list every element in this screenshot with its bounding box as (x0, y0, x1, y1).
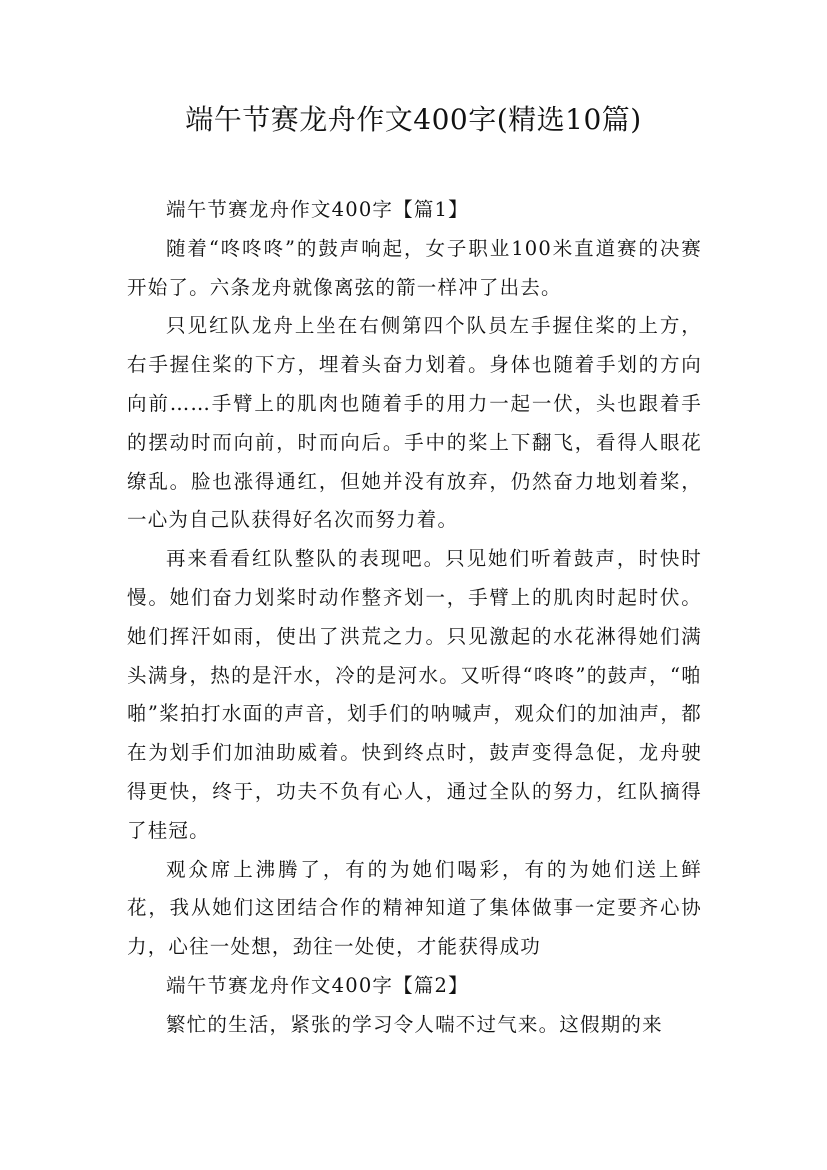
paragraph: 再来看看红队整队的表现吧。只见她们听着鼓声，时快时慢。她们奋力划桨时动作整齐划一，手臂上的肌肉时起时伏。她们挥汗如雨，使出了洪荒之力。只见激起的水花淋得她们满头满身，热的是汗水，冷的是河水。又听得“咚咚”的鼓声，“啪啪”桨拍打水面的声音，划手们的呐喊声，观众们的加油声，都在为划手们加油助威着。快到终点时，鼓声变得急促，龙舟驶得更快，终于，功夫不负有心人，通过全队的努力，红队摘得了桂冠。 (127, 547, 702, 842)
paragraph: 只见红队龙舟上坐在右侧第四个队员左手握住桨的上方，右手握住桨的下方，埋着头奋力划着。身体也随着手划的方向向前……手臂上的肌肉也随着手的用力一起一伏，头也跟着手的摆动时而向前，时而向后。手中的桨上下翻飞，看得人眼花缭乱。脸也涨得通红，但她并没有放弃，仍然奋力地划着桨，一心为自己队获得好名次而努力着。 (127, 314, 702, 532)
paragraph: 随着“咚咚咚”的鼓声响起，女子职业100米直道赛的决赛开始了。六条龙舟就像离弦的箭一样冲了出去。 (127, 236, 702, 299)
paragraph: 观众席上沸腾了，有的为她们喝彩，有的为她们送上鲜花，我从她们这团结合作的精神知道了集体做事一定要齐心协力，心往一处想，劲往一处使，才能获得成功 (127, 857, 702, 959)
document-body (127, 191, 702, 1045)
section-heading: 端午节赛龙舟作文400字【篇2】 (166, 973, 469, 997)
section-heading: 端午节赛龙舟作文400字【篇1】 (166, 198, 469, 221)
paragraph: 繁忙的生活，紧张的学习令人喘不过气来。这假期的来 (166, 1012, 663, 1036)
document-title: 端午节赛龙舟作文400字(精选10篇) (185, 103, 642, 136)
